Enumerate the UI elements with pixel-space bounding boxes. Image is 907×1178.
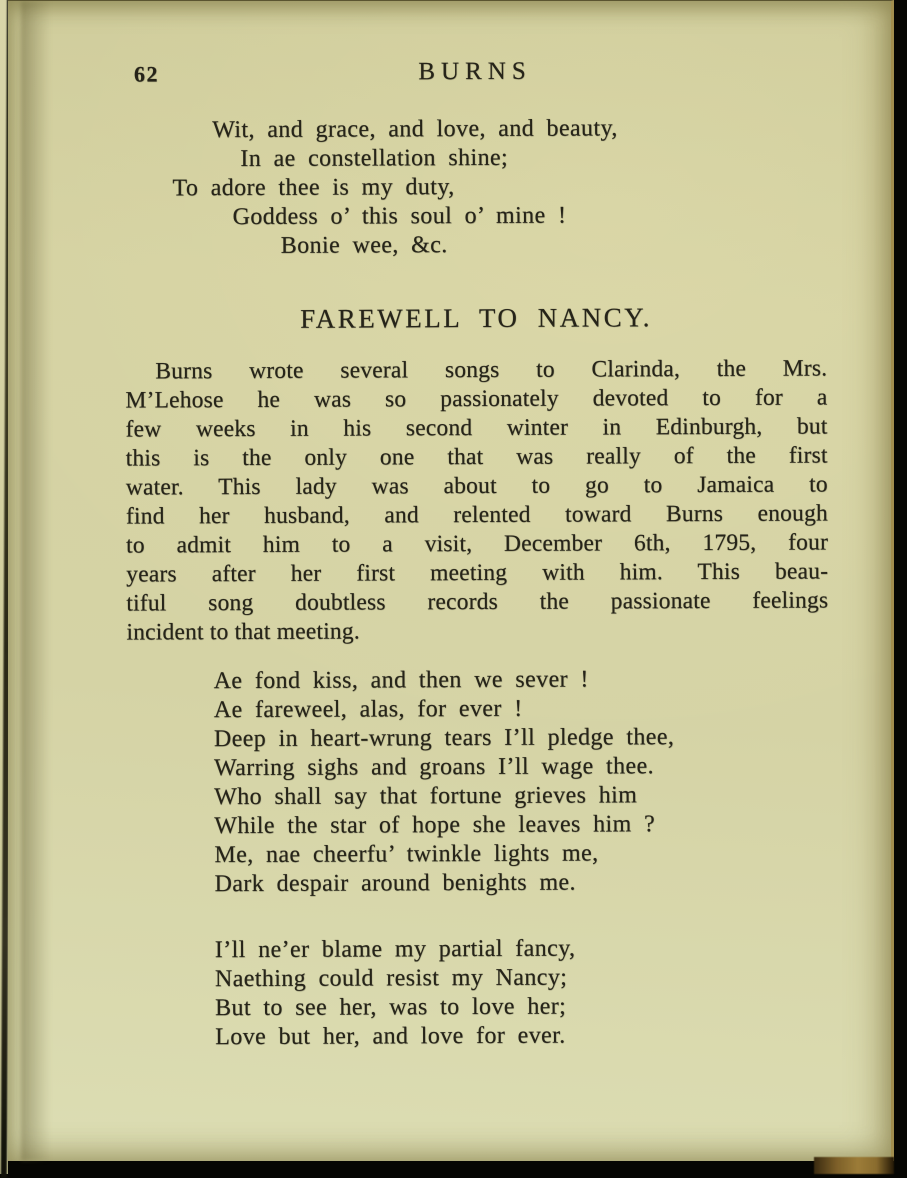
book-page [8, 0, 894, 1161]
poem-stanza-2 [215, 933, 831, 1052]
intro-line: few weeks in his second winter in Edinburgh, but [125, 413, 828, 443]
page-number: 62 [133, 61, 160, 87]
poem-line: Me, nae cheerfu’ twinkle lights me, [214, 840, 599, 869]
intro-line: this is the only one that was really of the first [125, 442, 828, 472]
intro-line: water. This lady was about to go to Jamaica to [125, 471, 828, 501]
poem-line: Naething could resist my Nancy; [214, 964, 568, 993]
book-fore-edge [814, 1157, 894, 1174]
poem-line: Warring sighs and groans I’ll wage thee. [213, 753, 655, 782]
stanza-line: To adore thee is my duty, [172, 174, 455, 202]
intro-paragraph [125, 354, 828, 647]
intro-line: M’Lehose he was so passionately devoted to for a [125, 384, 828, 414]
poem-line: Ae fareweel, alas, for ever ! [213, 695, 523, 724]
poem-line: But to see her, was to love her; [215, 993, 567, 1022]
poem-line: Ae fond kiss, and then we sever ! [213, 666, 589, 695]
intro-line: years after her first meeting with him. This beau- [126, 558, 829, 588]
gutter-shadow [21, 1, 51, 1161]
poem-line: Dark despair around benights me. [214, 869, 576, 898]
poem-line: I’ll ne’er blame my partial fancy, [214, 935, 576, 964]
poem-line: Love but her, and love for ever. [215, 1022, 566, 1051]
running-header: BURNS [418, 57, 532, 86]
poem-line: Deep in heart-wrung tears I’ll pledge thee, [213, 724, 675, 753]
stanza-line: Bonie wee, &c. [280, 232, 448, 259]
previous-song-stanza [124, 113, 827, 261]
intro-line: Burns wrote several songs to Clarinda, the Mrs. [155, 355, 828, 385]
page-header [124, 55, 826, 88]
intro-line: incident to that meeting. [126, 618, 360, 646]
intro-line: find her husband, and relented toward Burns enough [125, 500, 829, 530]
poem-stanza-1 [214, 664, 830, 899]
stanza-line: Goddess o’ this soul o’ mine ! [232, 202, 567, 231]
stanza-line: In ae constellation shine; [240, 144, 509, 173]
poem-line: Who shall say that fortune grieves him [214, 782, 638, 811]
poem-line: While the star of hope she leaves him ? [214, 811, 656, 840]
page-content [124, 0, 831, 1053]
stanza-line: Wit, and grace, and love, and beauty, [212, 115, 618, 144]
intro-line: tiful song doubtless records the passionate feelings [126, 587, 829, 617]
intro-line: to admit him to a visit, December 6th, 1795, four [126, 529, 829, 559]
section-heading: FAREWELL TO NANCY. [300, 302, 653, 334]
